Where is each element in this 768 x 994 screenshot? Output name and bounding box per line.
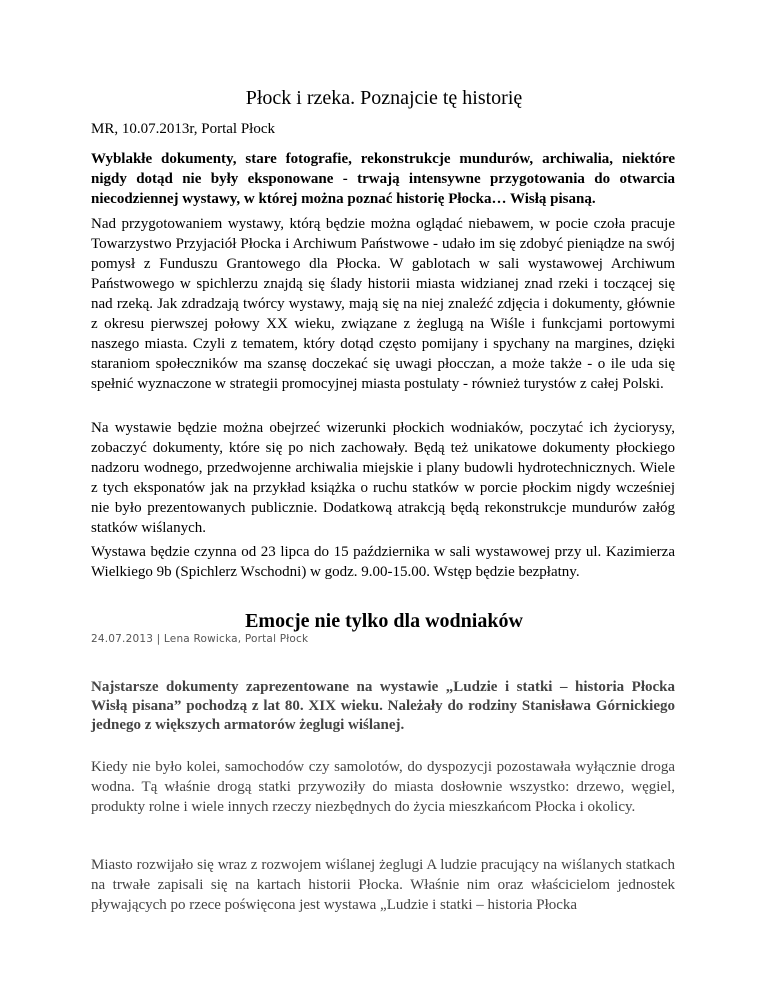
paragraph: Miasto rozwijało się wraz z rozwojem wiślanej żeglugi A ludzie pracujący na wiślanych statkach na trwałe zapisali się na kartach historii Płocka. Właśnie nim oraz właścicielom jednostek pływających po rzece poświęcona jest wystawa „Ludzie i statki – historia Płocka — [91, 857, 675, 913]
article-title: Płock i rzeka. Poznajcie tę historię — [245, 87, 523, 109]
article-byline: 24.07.2013 | Lena Rowicka, Portal Płock — [91, 633, 309, 645]
paragraph: Kiedy nie było kolei, samochodów czy samolotów, do dyspozycji pozostawała wyłącznie droga wodna. Tą właśnie drogą statki przywoziły do miasta dosłownie wszystko: drzewo, węgiel, produkty rolne i wiele innych rzeczy niezbędnych do życia mieszkańcom Płocka i okolicy. — [91, 759, 675, 815]
section-lead: Najstarsze dokumenty zaprezentowane na wystawie „Ludzie i statki – historia Płocka Wisłą pisana” pochodzą z lat 80. XIX wieku. Należały do rodziny Stanisława Górnickiego jednego z większych armatorów żeglugi wiślanej. — [91, 679, 675, 733]
article-lead: Wyblakłe dokumenty, stare fotografie, rekonstrukcje mundurów, archiwalia, niektóre nigdy dotąd nie były eksponowane - trwają intensywne przygotowania do otwarcia niecodziennej wystawy, w której można poznać historię Płocka… Wisłą pisaną. — [91, 151, 675, 207]
paragraph: Na wystawie będzie można obejrzeć wizerunki płockich wodniaków, poczytać ich życiorysy, zobaczyć dokumenty, które się po nich zachowały. Będą też unikatowe dokumenty płockiego nadzoru wodnego, przedwojenne archiwalia miejskie i plany budowli hydrotechnicznych. Wiele z tych eksponatów jak na przykład książka o ruchu statków w porcie płockim nigdy wcześniej nie było prezentowanych publicznie. Dodatkową atrakcją będą rekonstrukcje mundurów załóg statków wiślanych. — [91, 420, 675, 536]
paragraph: Wystawa będzie czynna od 23 lipca do 15 października w sali wystawowej przy ul. Kazimierza Wielkiego 9b (Spichlerz Wschodni) w godz. 9.00-15.00. Wstęp będzie bezpłatny. — [91, 544, 675, 580]
article-meta: MR, 10.07.2013r, Portal Płock — [91, 121, 275, 137]
section-heading: Emocje nie tylko dla wodniaków — [245, 610, 523, 632]
paragraph: Nad przygotowaniem wystawy, którą będzie można oglądać niebawem, w pocie czoła pracuje Towarzystwo Przyjaciół Płocka i Archiwum Państwowe - udało im się zdobyć pieniądze na swój pomysł z Funduszu Grantowego dla Płocka. W gablotach w sali wystawowej Archiwum Państwowego w spichlerzu znajdą się ślady historii miasta widzianej znad rzeki i toczącej się nad rzeką. Jak zdradzają twórcy wystawy, mają się na niej znaleźć zdjęcia i dokumenty, głównie z okresu pierwszej połowy XX wieku, związane z żeglugą na Wiśle i funkcjami portowymi naszego miasta. Czyli z tematem, który dotąd często pomijany i spychany na margines, dzięki staraniom społeczników ma szansę doczekać się uwagi płocczan, a może także - o ile uda się spełnić wyznaczone w strategii promocyjnej miasta postulaty - również turystów z całej Polski. — [91, 216, 675, 392]
